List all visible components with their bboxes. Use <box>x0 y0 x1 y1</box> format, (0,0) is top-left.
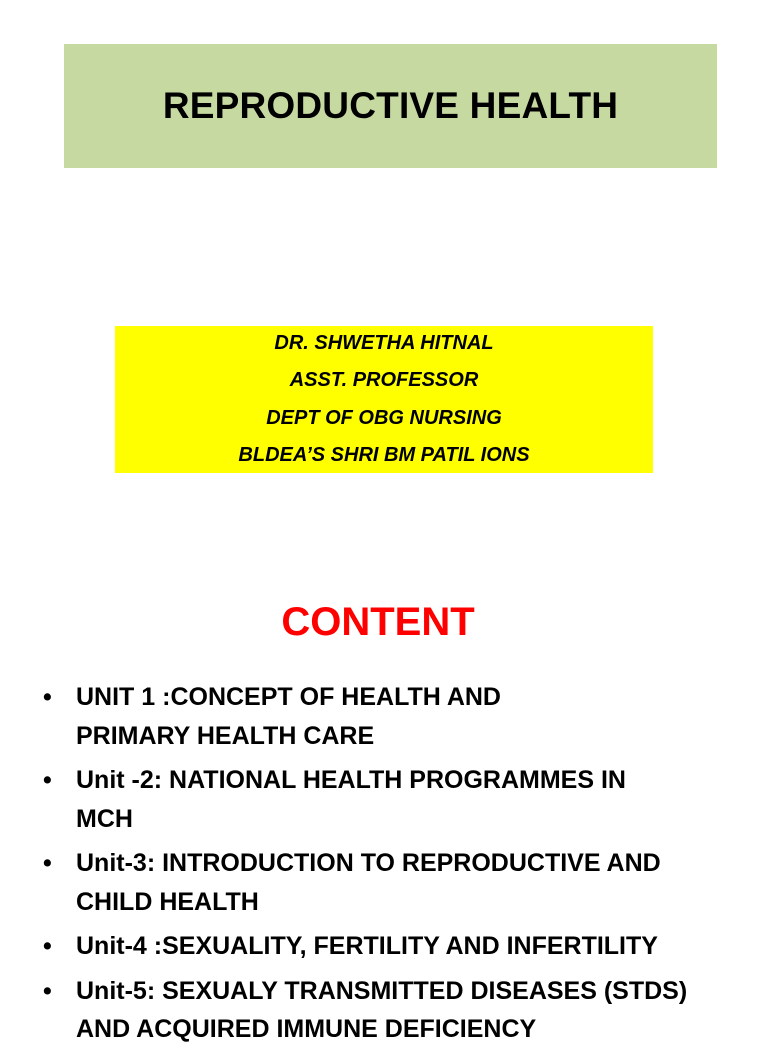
content-list <box>0 678 768 1055</box>
author-department: DEPT OF OBG NURSING <box>266 406 502 429</box>
author-name: DR. SHWETHA HITNAL <box>274 331 494 354</box>
author-designation: ASST. PROFESSOR <box>289 369 479 391</box>
list-item-line: Unit -2: NATIONAL HEALTH PROGRAMMES IN <box>76 766 626 794</box>
list-item-line: PRIMARY HEALTH CARE <box>76 721 375 750</box>
bullet-icon: • <box>43 766 52 794</box>
list-item-line: MCH <box>76 804 133 833</box>
bullet-icon: • <box>43 976 52 1005</box>
author-info-box <box>115 326 653 473</box>
list-item <box>0 678 768 755</box>
bullet-icon: • <box>43 932 52 960</box>
slide-title: REPRODUCTIVE HEALTH <box>162 85 619 126</box>
list-item-line: CHILD HEALTH <box>76 887 259 916</box>
list-item <box>0 972 768 1049</box>
list-item-line: AND ACQUIRED IMMUNE DEFICIENCY <box>76 1015 537 1043</box>
bullet-icon: • <box>43 849 52 877</box>
title-banner <box>64 44 717 168</box>
author-institution: BLDEA’S SHRI BM PATIL IONS <box>238 444 530 466</box>
list-item-line: Unit-5: SEXUALY TRANSMITTED DISEASES (STDS) <box>76 976 688 1005</box>
list-item <box>0 844 768 921</box>
bullet-icon: • <box>43 683 52 711</box>
list-item-line: Unit-3: INTRODUCTION TO REPRODUCTIVE AND <box>76 849 661 877</box>
list-item <box>0 761 768 838</box>
list-item-line: Unit-4 :SEXUALITY, FERTILITY AND INFERTILITY <box>76 932 658 960</box>
list-item-line: UNIT 1 :CONCEPT OF HEALTH AND <box>76 683 501 711</box>
content-heading: CONTENT <box>281 600 475 644</box>
list-item <box>0 927 768 966</box>
